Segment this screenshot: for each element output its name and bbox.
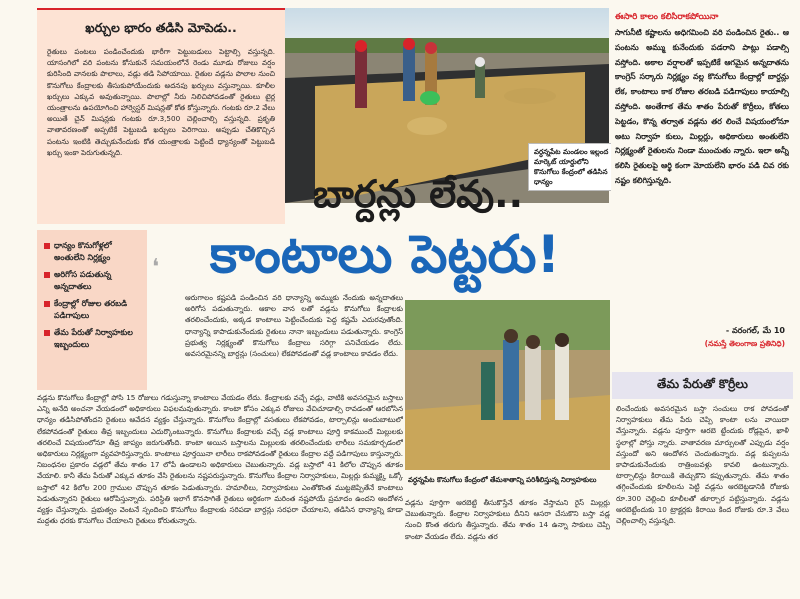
bullet-text: తేమ పేరుతో నిర్వాహకుల ఇబ్బందులు [54,328,133,349]
right-box-byline: (నమస్తే తెలంగాణ ప్రతినిధి) [704,339,785,348]
bullet-text: కేంద్రాల్లో రోజుల తరబడి పడిగాపులు [54,299,128,320]
bullet-box [37,230,147,390]
officials-checking-moisture-photo [405,300,610,470]
headline-line-1: బార్దన్లు లేవు.. [312,172,524,216]
bottom-center-text: వడ్లను పూర్తిగా ఆరబెట్టి తీసుకొస్తేనే తూకం వేస్తామని రైస్ మిల్లర్లు చెబుతున్నారు. కేంద్రాల నిర్వాహకులు దీనిని ఆసరా చేసుకొని బస్తా వడ్ల నుంచి కొంత తరుగు తీస్తున్నారు. తేమ శాతం 14 ఉన్నా సాకులు చెప్పి కాంటా వేయడం లేదు. వడ్లను తర [405,498,610,541]
left-box-title: ఖర్చుల భారం తడిసి మోపెడు.. [85,20,237,35]
bottom-photo-caption: వర్ధన్నపేట కొనుగోలు కేంద్రంలో తేమశాతాన్ని పరిశీలిస్తున్న నిర్వాహకులు [405,473,606,487]
headline-line-2: కాంటాలు పెట్టరు! [209,225,561,285]
bullet-item-4 [44,327,142,351]
bullet-marker [44,272,50,278]
right-box-dateline: - వరంగల్, మే 10 [725,326,785,335]
left-sidebar-box [37,8,285,224]
bullet-text: అరిగోస పడుతున్న అన్నదాతలు [54,270,112,291]
top-photo-caption: వర్ధన్నపేట మండలం ఇల్లంద మార్కెట్ యార్డులోని కొనుగోలు కేంద్రంలో తడిసిన ధాన్యం [528,143,616,191]
main-body-text: వడ్లను కొనుగోలు కేంద్రాల్లో పోసి 15 రోజులు గడుస్తున్నా కాంటాలు వేయడం లేదు. కేంద్రాలకు వచ్చే వడ్లు, వాటికి అవసరమైన బస్తాలు ఎన్ని అనేది అంచనా వేయడంలో అధికారులు విఫలమవుతున్నారు. కాంటా కోసం ఎక్కువ రోజులు వేచిచూడాల్సి రావడంతో ఆరబోసిన ధాన్యం తడిసిపోతోందని రైతులు ఆవేదన వ్యక్తం చేస్తున్నారు. కొనుగోలు కేంద్రాల్లో వసతులు లేకపోవడం, టార్పాలిన్లు అందుబాటులో లేకపోవడంతో రైతులు తీవ్ర ఇబ్బందులు ఎదుర్కొంటున్నారు. కొనుగోలు కేంద్రాలకు వచ్చే వడ్ల కాంటాలు పూర్తి కాకముందే మిల్లులకు తరలించే విషయంలోనూ తీవ్ర జాప్యం జరుగుతోంది. కాంటా అయిన బస్తాలను మిల్లులకు తరలించేందుకు లారీలు సమకూర్చడంలో అధికారులు నిర్లక్ష్యంగా వ్యవహరిస్తున్నారు. కాంటాలు పూర్తయినా లారీలు రాకపోవడంతో రైతులు కేంద్రాల వద్దే పడిగాపులు కాస్తున్నారు. నిబంధనల ప్రకారం వడ్లలో తేమ శాతం 17 లోపే ఉండాలని అధికారులు చెబుతున్నారు. వడ్ల బస్తాలో 41 కిలోల చొప్పున తూకం వేయాలి. కానీ తేమ పేరుతో ఎక్కువ తూకం వేసి రైతులను నష్టపరుస్తున్నారు. కొనుగోలు కేంద్రాల నిర్వాహకులు, మిల్లర్లు కుమ్మక్కై ఒక్కో బస్తాలో 42 కిలోల 200 గ్రాముల చొప్పున తూకం పెడుతున్నారు. హమాలీలు, నిర్వాహకులు ఎంతోకొంత ముట్టజెప్పితేనే కాంటాలు పెడుతున్నారని రైతులు ఆరోపిస్తున్నారు. పరిస్థితి ఇలాగే కొనసాగితే రైతులు ఆర్థికంగా మరింత నష్టపోయే ప్రమాదం ఉందని ఆందోళన వ్యక్తం చేస్తున్నారు. ప్రభుత్వం వెంటనే స్పందించి కొనుగోలు కేంద్రాలకు సరిపడా బార్దన్లు సరఫరా చేయాలని, తడిసిన ధాన్యాన్ని కూడా మద్దతు ధరకు కొనుగోలు చేయాలని రైతులు కోరుతున్నారు. [37,393,403,526]
center-lead: ఆరుగాలం కష్టపడి పండించిన వరి ధాన్యాన్ని అమ్ముకు నేందుకు అన్నదాతలు అరిగోస పడుతున్నారు. ఆకాల వాన లతో వడ్లను కొనుగోలు కేంద్రాలకు తరలించేందుకు, అక్కడ కాంటాలు పెట్టించేందుకు పెద్ద కష్టమే ఎదురవుతోంది. ధాన్యాన్ని కాపాడుకునేందుకు రైతులు నానా ఇబ్బందులు పడుతున్నారు. కాంగ్రెస్ ప్రభుత్వ నిర్లక్ష్యంతో కొనుగోలు కేంద్రాలు సరిగ్గా పనిచేయడం లేదు. అవసరమైనన్ని బార్దన్లు (సంచులు) లేకపోవడంతో వడ్ల కాంటాలు కావడం లేదు. [185,293,403,359]
right-box-body: సాగునీటి కష్టాలను అధిగమించి వరి పండించిన రైతు.. ఆ పంటను అమ్ము కునేందుకు పడరాని పాట్లు పడాల్సి వస్తోంది. అకాల వర్షాలతో ఇప్పటికే ఆగమైన అన్నదాతను కాంగ్రెస్ సర్కారు నిర్లక్ష్యం వల్ల కొనుగోలు కేంద్రాల్లో బార్దన్లు లేక, కాంటాలు కాక రోజుల తరబడి పడిగాపులు కాయాల్సి వస్తోంది. అంతేగాక తేమ శాతం పేరుతో కొర్రీలు, కోతలు పెట్టడం, కొన్న తర్వాత వడ్లను తర లించే విషయంలోనూ అటు నిర్వాహ కులు, మిల్లర్లు, అధికారులు అంతులేని నిర్లక్ష్యంతో రైతులను నిండా ముంచుతు న్నారు. ఇలా అన్నీ కలిసి రైతులపై ఆర్థి కంగా మోయలేని భారం పడి చివ రకు నష్టం కలిగిస్తున్నది. [615,28,789,185]
bullet-text: ధాన్యం కొనుగోళ్లలో అంతులేని నిర్లక్ష్యం [54,241,112,262]
sub-box [612,372,793,596]
quote-mark-icon: ❛ [152,255,160,280]
sub-box-body: లించేందుకు అవసరమైన బస్తా సంచులు రాక పోవడంతో నిర్వాహకులు తేమ పేరు చెప్పి కాంటా లను వాయిదా వేస్తున్నారు. వడ్లను పూర్తిగా ఆరబె ట్టేందుకు రోడ్లపైన, ఖాళీ స్థలాల్లో పోస్తు న్నారు. వాతావరణ మార్పులతో ఎప్పుడు వర్షం వస్తుందో అని ఆందోళన చెందుతున్నారు. వడ్ల కుప్పలను కాపాడుకునేందుకు రాత్రింబవళ్లు కావలి ఉంటున్నారు. టార్పాలిన్లు కిరాయికి తెచ్చుకొని కప్పుతున్నారు. తేమ శాతం తగ్గించేందుకు కూలీలను పెట్టి వడ్లను ఆరబెట్టడానికి రోజుకు రూ.300 చెల్లించి కూలీలతో తూర్పార పట్టిస్తున్నారు. వడ్లను ఆరబెట్టేందుకు 10 ట్రాక్టర్లకు కిరాయి కింద రోజుకు రూ.3 వేలు చెల్లించాల్సి వస్తున్నది. [616,404,789,526]
sub-box-title: తేమ పేరుతో కొర్రీలు [612,372,793,399]
bullet-item-1 [44,240,142,264]
bullet-item-2 [44,269,142,293]
bullet-marker [44,330,50,336]
right-box-lead: ఈసారి కాలం కలిసిరాకపోయినా [615,12,719,22]
bottom-photo [405,300,610,470]
bullet-marker [44,243,50,249]
bullet-marker [44,301,50,307]
right-box [611,8,793,368]
left-box-body: రైతులు పంటలు పండించేందుకు భారీగా పెట్టుబడులు పెట్టాల్సి వస్తున్నది. యాసంగిలో వరి పంటను కోసుకునే సమయంలోనే రెండు మూడు రోజులు వర్షం కురిసింది వానలకు పొలాలు, వడ్లు తడి సిపోయాయి. రైతుల వడ్లను పొలాల నుంచి కొనుగోలు కేంద్రాలకు తీసుకుపోయేందుకు అదనపు ఖర్చులు వస్తున్నాయి. కూలీల ఖర్చులు ఎక్కువ అవుతున్నాయి. పొలాల్లో నీరు నిలిచిపోవడంతో రైతులు టైర్ల యంత్రాలను ఉపయోగించి హార్వెస్టర్ మిషన్లతో కోత కోస్తున్నారు. గంటకు రూ.2 వేలు అయితే చైన్ మిషన్లకు గంటకు రూ.3,500 చెల్లించాల్సి వస్తున్నది. ప్రకృతి వాతావరణంతో అప్పటికే పెట్టుబడి ఖర్చులు పెరిగాయి. అప్పుడు చేతికొచ్చిన పంటను ఇంటికి తెచ్చుకునేందుకు కోత యంత్రాలకు పెట్టిందే ధ్యాన్యంతో పెట్టుబడి ఖర్చు ఇంకా పెరుగుతున్నది. [47,47,275,157]
bullet-item-3 [44,298,142,322]
